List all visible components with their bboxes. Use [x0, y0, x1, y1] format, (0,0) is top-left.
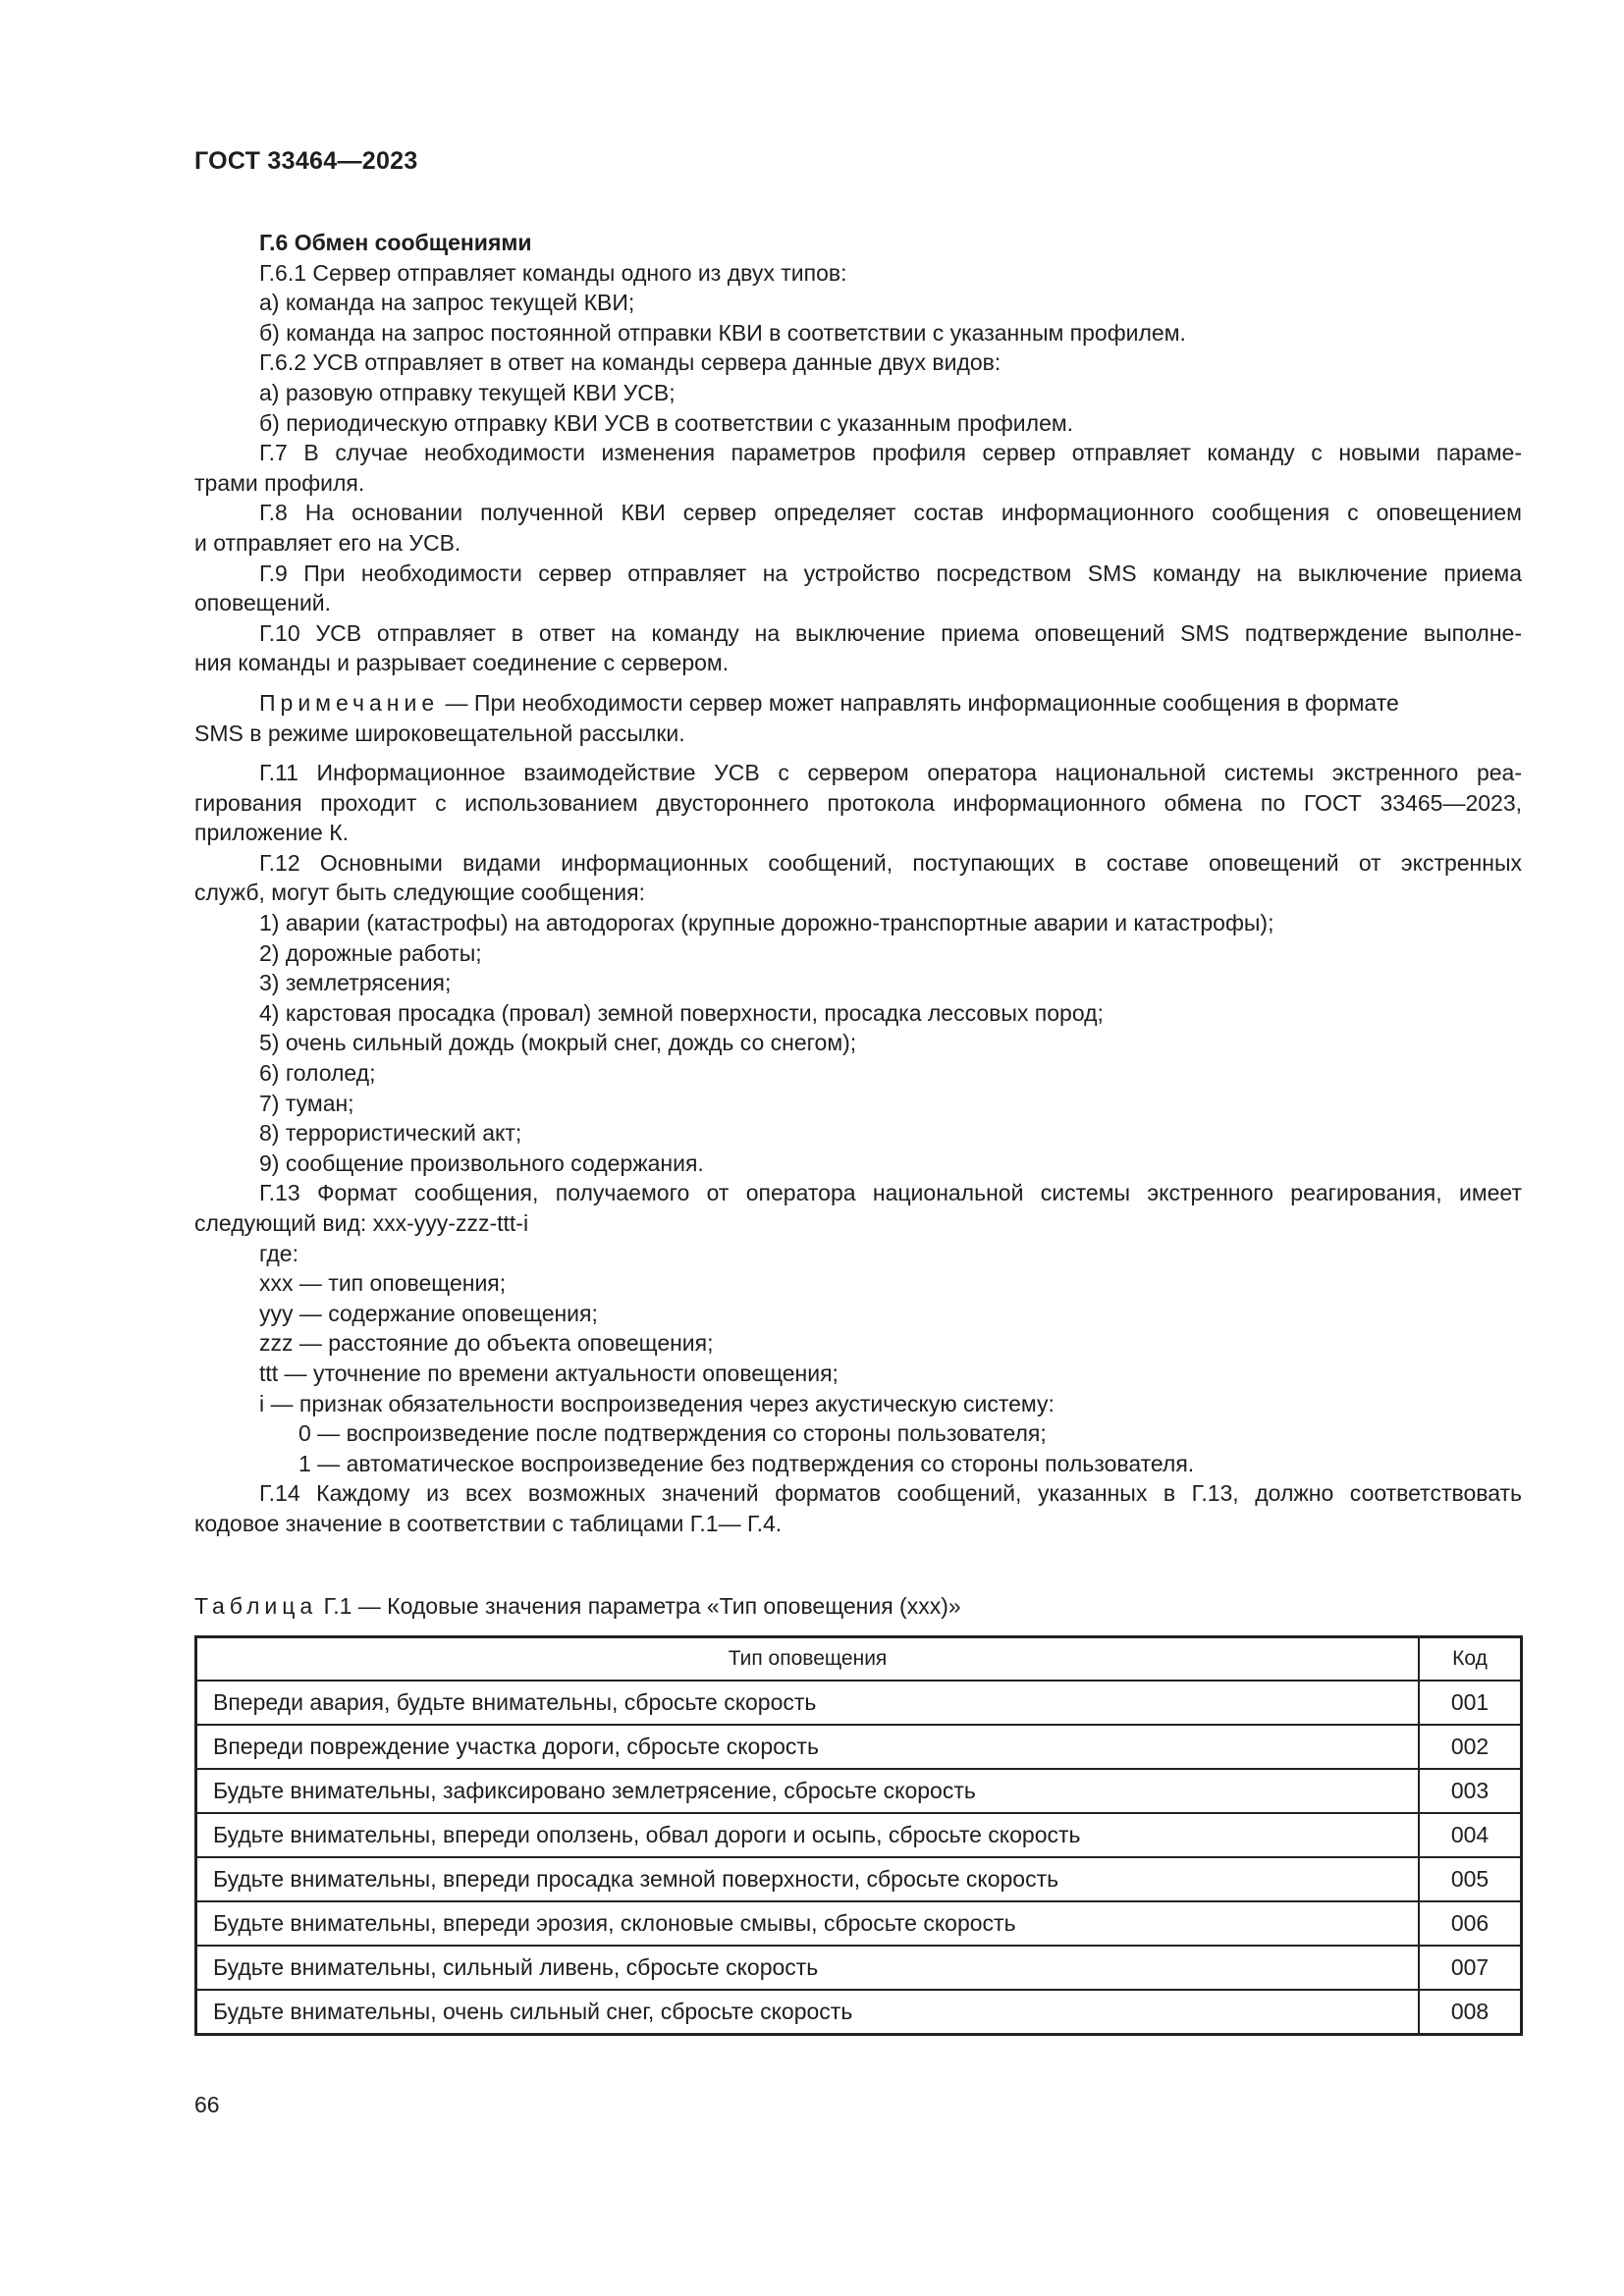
paragraph-g12-line-2: служб, могут быть следующие сообщения: — [194, 880, 646, 906]
paragraph-g6-1: Г.6.1 Сервер отправляет команды одного из двух типов: — [259, 259, 847, 286]
table-row — [196, 1857, 1522, 1901]
paragraph-g14-line-2: кодовое значение в соответствии с таблицами Г.1— Г.4. — [194, 1510, 783, 1536]
paragraph-g14-line-1: Г.14 Каждому из всех возможных значений форматов сообщений, указанных в Г.13, должно соответствовать — [259, 1480, 1522, 1507]
sub-list-item: 1 — автоматическое воспроизведение без подтверждения со стороны пользователя. — [298, 1450, 1195, 1476]
code-table — [194, 1635, 1523, 2036]
table-caption-label: Таблица — [194, 1593, 318, 1619]
section-title: Г.6 Обмен сообщениями — [259, 230, 532, 255]
paragraph-g11-line-1: Г.11 Информационное взаимодействие УСВ с сервером оператора национальной системы экстренного реа- — [259, 760, 1522, 786]
paragraph-g11-line-3: приложение К. — [194, 820, 350, 846]
table-caption — [194, 1593, 961, 1620]
list-item: 7) туман; — [259, 1090, 354, 1116]
cell-code: 006 — [1419, 1901, 1522, 1946]
cell-type: Впереди авария, будьте внимательны, сбросьте скорость — [196, 1681, 1420, 1725]
paragraph-g11-line-2: гирования проходит с использованием двустороннего протокола информационного обмена по ГОСТ 33465—2023, — [194, 789, 1522, 816]
list-item: 5) очень сильный дождь (мокрый снег, дождь со снегом); — [259, 1030, 857, 1056]
paragraph-g9-line-2: оповещений. — [194, 590, 332, 616]
list-item: xxx — тип оповещения; — [259, 1270, 507, 1297]
document-body — [194, 228, 1522, 1539]
cell-code: 007 — [1419, 1946, 1522, 1990]
table-row — [196, 1813, 1522, 1857]
note-label: Примечание — [259, 689, 440, 716]
standard-header: ГОСТ 33464—2023 — [194, 147, 418, 175]
paragraph-g6-2: Г.6.2 УСВ отправляет в ответ на команды сервера данные двух видов: — [259, 349, 1001, 376]
paragraph-g13-line-1: Г.13 Формат сообщения, получаемого от оператора национальной системы экстренного реагирования, имеет — [259, 1180, 1522, 1206]
list-item: 2) дорожные работы; — [259, 939, 482, 966]
note-text: — При необходимости сервер может направлять информационные сообщения в формате — [439, 689, 1399, 716]
list-item: 4) карстовая просадка (провал) земной поверхности, просадка лессовых пород; — [259, 999, 1104, 1026]
paragraph-g13-line-2: следующий вид: xxx-yyy-zzz-ttt-i — [194, 1210, 529, 1236]
list-item: 8) террористический акт; — [259, 1120, 522, 1147]
cell-type: Будьте внимательны, зафиксировано землетрясение, сбросьте скорость — [196, 1769, 1420, 1813]
paragraph-g7-line-1: Г.7 В случае необходимости изменения параметров профиля сервер отправляет команду с новыми параме- — [259, 440, 1522, 466]
cell-type: Будьте внимательны, впереди эрозия, склоновые смывы, сбросьте скорость — [196, 1901, 1420, 1946]
list-item: б) команда на запрос постоянной отправки КВИ в соответствии с указанным профилем. — [259, 319, 1186, 346]
table-row — [196, 1725, 1522, 1769]
paragraph-g10-line-1: Г.10 УСВ отправляет в ответ на команду на выключение приема оповещений SMS подтверждение выполне- — [259, 619, 1522, 646]
cell-type: Будьте внимательны, очень сильный снег, сбросьте скорость — [196, 1990, 1420, 2035]
table-row — [196, 1769, 1522, 1813]
cell-type: Будьте внимательны, впереди просадка земной поверхности, сбросьте скорость — [196, 1857, 1420, 1901]
list-item: 1) аварии (катастрофы) на автодорогах (крупные дорожно-транспортные аварии и катастрофы); — [259, 910, 1274, 936]
paragraph-g7-line-2: трами профиля. — [194, 469, 365, 496]
page-number: 66 — [194, 2092, 220, 2117]
list-item: б) периодическую отправку КВИ УСВ в соответствии с указанным профилем. — [259, 409, 1074, 436]
sub-list-item: 0 — воспроизведение после подтверждения со стороны пользователя; — [298, 1420, 1047, 1447]
table-row — [196, 1946, 1522, 1990]
list-item: ttt — уточнение по времени актуальности оповещения; — [259, 1360, 839, 1386]
cell-code: 002 — [1419, 1725, 1522, 1769]
list-item: i — признак обязательности воспроизведения через акустическую систему: — [259, 1390, 1055, 1416]
paragraph-g12-line-1: Г.12 Основными видами информационных сообщений, поступающих в составе оповещений от экстренных — [259, 849, 1522, 876]
table-row — [196, 1990, 1522, 2035]
cell-code: 008 — [1419, 1990, 1522, 2035]
cell-code: 003 — [1419, 1769, 1522, 1813]
paragraph-g9-line-1: Г.9 При необходимости сервер отправляет на устройство посредством SMS команду на выключение приема — [259, 560, 1522, 586]
list-item: а) команда на запрос текущей КВИ; — [259, 290, 635, 316]
table-caption-text: Г.1 — Кодовые значения параметра «Тип оповещения (xxx)» — [317, 1593, 961, 1619]
table-row — [196, 1901, 1522, 1946]
table-header-row — [196, 1637, 1522, 1682]
column-header-code: Код — [1419, 1637, 1522, 1682]
table-row — [196, 1681, 1522, 1725]
where-label: где: — [259, 1240, 298, 1266]
cell-type: Будьте внимательны, сильный ливень, сбросьте скорость — [196, 1946, 1420, 1990]
paragraph-g8-line-2: и отправляет его на УСВ. — [194, 529, 461, 556]
note-line-2: SMS в режиме широковещательной рассылки. — [194, 720, 685, 746]
list-item: 9) сообщение произвольного содержания. — [259, 1149, 704, 1176]
list-item: zzz — расстояние до объекта оповещения; — [259, 1330, 714, 1357]
cell-code: 004 — [1419, 1813, 1522, 1857]
column-header-type: Тип оповещения — [196, 1637, 1420, 1682]
cell-code: 001 — [1419, 1681, 1522, 1725]
list-item: 6) гололед; — [259, 1060, 376, 1087]
list-item: а) разовую отправку текущей КВИ УСВ; — [259, 379, 676, 405]
cell-type: Впереди повреждение участка дороги, сбросьте скорость — [196, 1725, 1420, 1769]
list-item: 3) землетрясения; — [259, 970, 452, 996]
list-item: yyy — содержание оповещения; — [259, 1300, 598, 1326]
cell-code: 005 — [1419, 1857, 1522, 1901]
note-line-1 — [194, 688, 1522, 719]
paragraph-g8-line-1: Г.8 На основании полученной КВИ сервер определяет состав информационного сообщения с оповещением — [259, 500, 1522, 526]
cell-type: Будьте внимательны, впереди оползень, обвал дороги и осыпь, сбросьте скорость — [196, 1813, 1420, 1857]
paragraph-g10-line-2: ния команды и разрывает соединение с сервером. — [194, 650, 730, 676]
